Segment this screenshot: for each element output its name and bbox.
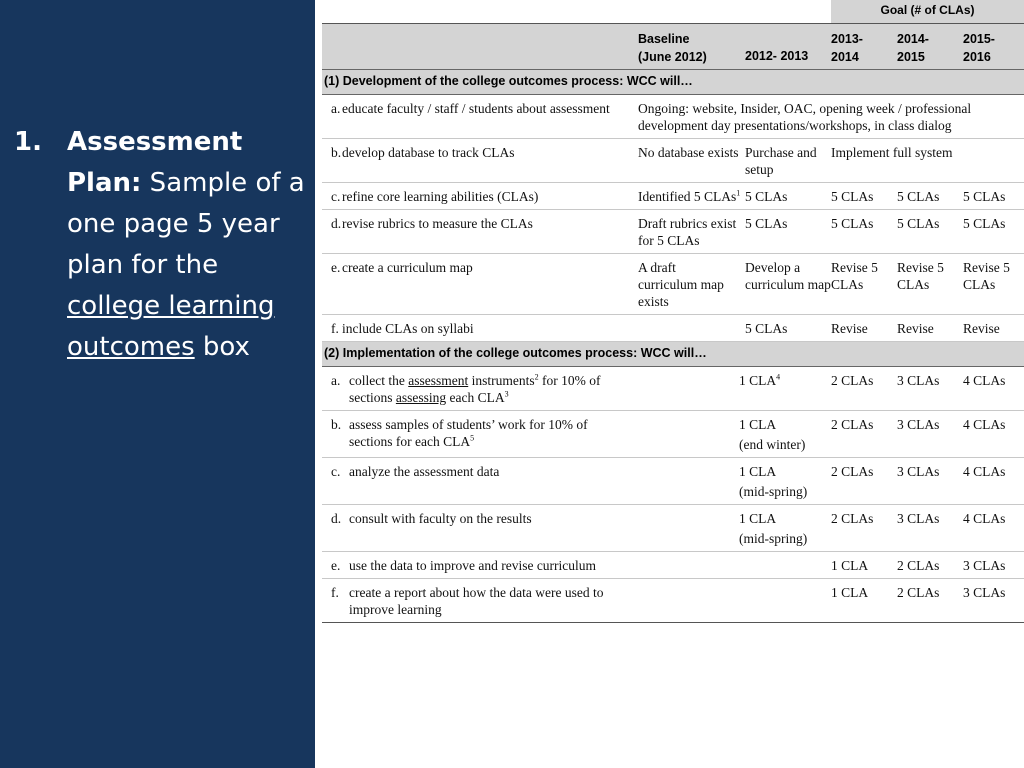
cell-baseline (638, 579, 745, 623)
cell-baseline (638, 505, 745, 552)
heading-bold: Assessment Plan: (67, 127, 243, 198)
cell-2014-2015: 3 CLAs (897, 505, 963, 552)
section-1-title: (1) Development of the college outcomes process: WCC will… (322, 70, 1024, 95)
row-label: c. (331, 189, 341, 204)
section-2-title: (2) Implementation of the college outcomes process: WCC will… (322, 342, 1024, 367)
row-label: a. (331, 101, 341, 116)
cell-2012-2013: 5 CLAs (745, 210, 831, 254)
row-description: include CLAs on syllabi (342, 321, 474, 336)
row-description: consult with faculty on the results (349, 511, 532, 526)
row-span-text: Implement full system (831, 139, 1024, 183)
row-description: use the data to improve and revise curriculum (349, 558, 597, 573)
table-row (322, 458, 1024, 505)
row-label: d. (331, 216, 342, 231)
cell-2013-2014: 2 CLAs (831, 367, 897, 411)
desc-part: collect the (349, 373, 409, 388)
cell-2014-2015: 2 CLAs (897, 579, 963, 623)
footnote-marker: 5 (470, 433, 475, 443)
cell-note: (end winter) (739, 437, 806, 452)
column-header-2014-2015 (897, 24, 963, 70)
row-label: f. (331, 585, 339, 600)
goal-header (831, 0, 1024, 24)
row-description: create a report about how the data were used to improve learning (349, 585, 604, 617)
cell-baseline (638, 458, 745, 505)
cell-2013-2014: 2 CLAs (831, 411, 897, 458)
cell-2012-2013 (745, 552, 831, 579)
cell-2012-2013 (745, 579, 831, 623)
baseline-date: (June 2012) (638, 50, 707, 64)
row-description (349, 416, 631, 450)
row-label: e. (331, 558, 341, 573)
desc-part: instruments (468, 373, 535, 388)
cell-2012-2013: 5 CLAs (745, 183, 831, 210)
cell-2012-2013: Develop a curriculum map (745, 254, 831, 315)
cell-2015-2016: 4 CLAs (963, 505, 1024, 552)
cell-2013-2014: 2 CLAs (831, 505, 897, 552)
cell-2014-2015: 2 CLAs (897, 552, 963, 579)
table-row (322, 552, 1024, 579)
heading-text: Sample of a one page 5 year plan for the (67, 168, 305, 280)
y1415-a: 2014- (897, 32, 929, 46)
cell-2014-2015: 3 CLAs (897, 411, 963, 458)
cell-2012-2013: Purchase and setup (745, 139, 831, 183)
cell-2015-2016: 5 CLAs (963, 183, 1024, 210)
row-description (349, 372, 631, 406)
cell-2015-2016: 4 CLAs (963, 411, 1024, 458)
cell-2014-2015: 5 CLAs (897, 210, 963, 254)
desc-part: each CLA (446, 390, 505, 405)
row-description: create a curriculum map (342, 260, 473, 275)
column-header-baseline (638, 24, 745, 70)
cell-note: (mid-spring) (739, 484, 808, 499)
footnote-marker: 1 (736, 188, 741, 198)
table-row (322, 183, 1024, 210)
cell-2012-2013 (739, 458, 831, 505)
table-row (322, 95, 1024, 139)
heading-underlined: college learning outcomes (67, 291, 275, 362)
desc-underlined: assessment (408, 373, 469, 388)
cell-2013-2014: 1 CLA (831, 552, 897, 579)
table-row (322, 139, 1024, 183)
goal-header-label: Goal (# of CLAs) (880, 3, 975, 17)
row-label: d. (331, 511, 342, 526)
cell-value: 1 CLA (739, 464, 777, 479)
cell-2013-2014: 2 CLAs (831, 458, 897, 505)
y1314-a: 2013- (831, 32, 863, 46)
list-number: 1. (14, 127, 42, 157)
row-label: e. (331, 260, 341, 275)
row-description: educate faculty / staff / students about assessment (342, 101, 610, 116)
table-row (322, 254, 1024, 315)
cell-2013-2014: 5 CLAs (831, 210, 897, 254)
cell-2013-2014: 5 CLAs (831, 183, 897, 210)
cell-2015-2016: 4 CLAs (963, 458, 1024, 505)
y1213-label: 2012- 2013 (745, 49, 809, 63)
cell-2013-2014: 1 CLA (831, 579, 897, 623)
row-description: analyze the assessment data (349, 464, 500, 479)
y1516-a: 2015- (963, 32, 995, 46)
cell-baseline (638, 552, 745, 579)
table-row (322, 505, 1024, 552)
row-label: c. (331, 464, 341, 479)
column-header-2015-2016 (963, 24, 1024, 70)
cell-2015-2016: 3 CLAs (963, 579, 1024, 623)
cell-2014-2015: 5 CLAs (897, 183, 963, 210)
desc-part: for 10% of sections (349, 373, 601, 405)
row-label: b. (331, 145, 342, 160)
assessment-plan-table (322, 0, 1024, 623)
table-row (322, 411, 1024, 458)
cell-2015-2016: Revise 5 CLAs (963, 254, 1024, 315)
footnote-marker: 4 (776, 372, 781, 382)
table-row (322, 579, 1024, 623)
row-label: b. (331, 417, 342, 432)
footnote-marker: 3 (504, 389, 509, 399)
cell-2015-2016: 3 CLAs (963, 552, 1024, 579)
cell-baseline (638, 367, 745, 411)
cell-2013-2014: Revise (831, 315, 897, 342)
column-header-task (322, 24, 638, 70)
y1415-b: 2015 (897, 50, 925, 64)
cell-2014-2015: Revise 5 CLAs (897, 254, 963, 315)
row-description: refine core learning abilities (CLAs) (342, 189, 539, 204)
row-description: revise rubrics to measure the CLAs (342, 216, 533, 231)
cell-baseline (638, 315, 745, 342)
footnote-marker: 2 (534, 372, 539, 382)
cell-2015-2016: 4 CLAs (963, 367, 1024, 411)
cell-2012-2013: 5 CLAs (745, 315, 831, 342)
y1314-b: 2014 (831, 50, 859, 64)
cell-baseline: No database exists (638, 139, 745, 183)
cell-baseline (638, 183, 745, 210)
cell-value: 1 CLA (739, 373, 777, 388)
cell-baseline: Draft rubrics exist for 5 CLAs (638, 210, 745, 254)
cell-2015-2016: 5 CLAs (963, 210, 1024, 254)
cell-2012-2013 (739, 411, 831, 458)
column-header-2012-2013 (745, 24, 831, 70)
row-label: a. (331, 373, 341, 388)
cell-2015-2016: Revise (963, 315, 1024, 342)
baseline-label: Baseline (638, 32, 690, 46)
slide-heading (14, 122, 314, 368)
goal-header-blank (322, 0, 831, 24)
y1516-b: 2016 (963, 50, 991, 64)
desc-text: assess samples of students’ work for 10% of sections for each CLA (349, 417, 588, 449)
heading-end: box (194, 332, 250, 362)
row-label: f. (331, 321, 339, 336)
cell-2012-2013 (739, 505, 831, 552)
cell-value: 1 CLA (739, 417, 777, 432)
cell-value: 1 CLA (739, 511, 777, 526)
table-row (322, 210, 1024, 254)
column-header-2013-2014 (831, 24, 897, 70)
table-row (322, 367, 1024, 411)
baseline-text: Identified 5 CLAs (638, 189, 737, 204)
table-row (322, 315, 1024, 342)
cell-baseline (638, 411, 745, 458)
row-description: develop database to track CLAs (342, 145, 515, 160)
cell-2014-2015: 3 CLAs (897, 367, 963, 411)
cell-note: (mid-spring) (739, 531, 808, 546)
desc-underlined: assessing (395, 390, 447, 405)
cell-baseline: A draft curriculum map exists (638, 254, 745, 315)
cell-2014-2015: Revise (897, 315, 963, 342)
row-span-text: Ongoing: website, Insider, OAC, opening week / professional development day presentations/workshops, in class dialog (638, 95, 1024, 139)
cell-2012-2013 (739, 367, 831, 411)
cell-2013-2014: Revise 5 CLAs (831, 254, 897, 315)
left-panel (0, 0, 315, 768)
cell-2014-2015: 3 CLAs (897, 458, 963, 505)
